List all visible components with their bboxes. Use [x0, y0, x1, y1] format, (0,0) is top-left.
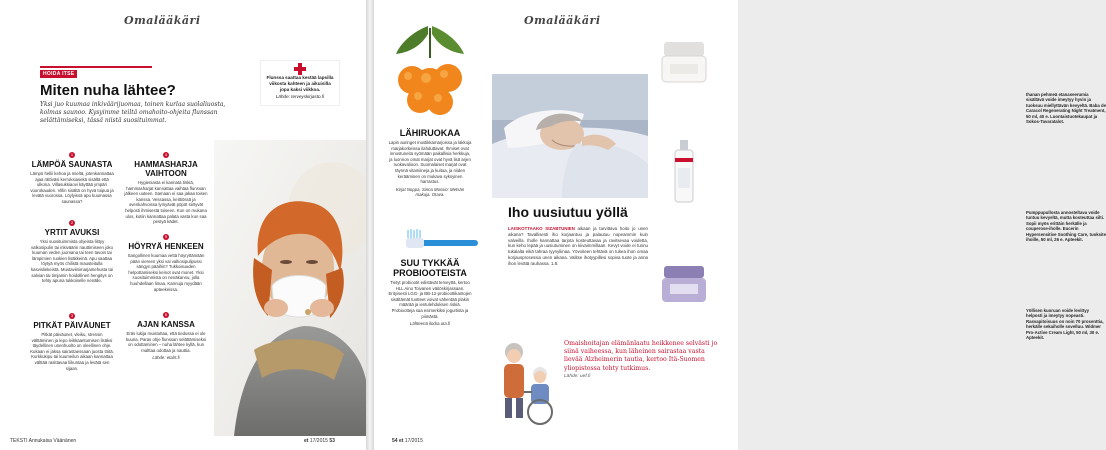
pull-quote — [564, 340, 724, 381]
tip-number: 1 — [70, 152, 74, 157]
info-box-text: Flunssa saattaa kestää lapsilla viikosta kahteen ja aikuisilla jopa kaksi viikkoa. — [266, 75, 334, 92]
page-headline: Miten nuha lähtee? — [40, 82, 176, 99]
info-box-source: Lähde: terveyskirjasto.fi — [275, 94, 325, 100]
tip-text: Hygieniasta ei kannata tinkiä, hammasharjat kannattaa vaihtaa flunssan jälkeen uuteen. Samaan ei saa jakaa toisen kanssa. Vessassa, keittiössä ja ovenkahvoissa lymyävät pöpöt siirtyvät helposti ihmisestä toiseen. Kun on mukana ulos, kotiin kannattaa palata vasta kun saa pestyä kädet. — [124, 180, 208, 225]
tip-text: Lämpö hellii kehoa ja mieltä, jotenkannattaa ajaa rättiväsi kerroksiasekä sisältä että ulkona. Villasukkiaovi käyttää ympäri vuorokauden. Villin sisältä on hyvä toipua ja levätä vuorossa. Löylyissä apu kuumassa saunassa? — [30, 171, 114, 204]
tip-number: 4 — [164, 152, 168, 157]
folio-right — [304, 438, 335, 444]
toothbrush-photo — [404, 226, 480, 254]
tip-title: PITKÄT PÄIVÄUNET — [33, 321, 111, 330]
tip-title: LÄMPÖÄ SAUNASTA — [31, 160, 113, 169]
spine-gutter — [366, 0, 374, 450]
folio-left — [392, 438, 423, 444]
tip-text: Yksi suosituimmista ohjeista liittyy valkosipulin tai inkiväärin nauttimiseen joko kuuman veden juomana tai teen tavoin tai lämpimien ruokien lisäkkeinä. Apu saattaa löytyä myös chilistä mausteitulla kasvisliekeistä. Mustaviinimarjamehusta tai salvian tai timjamin hoidollinen hengitys on tehty apuna tukkoiselle nenälle. — [31, 239, 113, 284]
cream-jar-image — [658, 262, 710, 306]
red-cross-icon — [294, 63, 306, 75]
section-title: Omalääkäri — [524, 14, 601, 27]
right-page — [374, 0, 1106, 450]
info-box — [260, 60, 340, 106]
lahiruokaa-source: Kirjat Noppa, Sinna Mossio: Metsän makuja. Otava. — [395, 186, 465, 198]
lahiruokaa-text: Lapin auringet mustikkamarjoissa ja lakkoja marjakorkeissa ilahduttavat. Ihmiset ovat innostuneita syömään paikallisia herkkuja, ja luonnon omat marjat ovat hyvä lisä arjen ruokavalioon. Suomalaiset marjat ovat täynnä vitamiineja ja kuitua, ja niiden kerääminen on mukava syksyinen harrastus. — [388, 140, 472, 185]
tip-number: 6 — [164, 312, 168, 317]
section-title: Omalääkäri — [124, 14, 201, 27]
left-page — [0, 0, 366, 450]
lahiruokaa-box — [388, 128, 472, 198]
tip-number: 3 — [70, 313, 74, 318]
folio-issue: 17/2015 — [404, 438, 423, 444]
product-desc-1: Ihanan pehmeä etanaseerumia sisältävä voide imeytyy hyvin ja tuoksuu miellyttävän kevyeltä. Baba de Caracol Regenerating Night Treatment, 50 ml, 40 e. Luontaistuotekaupat ja Sokos-Tavaratalot. — [1026, 92, 1106, 125]
quote-source: Lähde: uef.fi — [564, 373, 591, 379]
tip-number: 2 — [70, 220, 74, 225]
sleep-lead: LAISKOTTAAKO SIZABTUNIEN — [508, 226, 575, 231]
kicker-badge: HOIDA ITSE — [40, 70, 77, 78]
tip-2 — [30, 220, 114, 284]
tube-product-image — [670, 140, 698, 204]
folio-magazine: et — [304, 438, 309, 444]
tip-source: Lähde: etalrt.fi — [152, 355, 180, 361]
probiootti-text: Tietyt probiootit edistävät terveyttä, kertoo HLL Aino Toivanen väitöskirjassaan. Erityisesti LGG- ja BB-12-probioottikantojen sisältämät tuotteet voivat vähentää plakin määrää ja ientulehduksen riskiä. Probiootteja saa esimerkiksi jogurtista ja piimästä. — [388, 280, 472, 319]
sleep-body — [508, 226, 648, 267]
elderly-couple-illustration — [494, 336, 560, 426]
tip-text: Pitkät päiväunet, vleiku, stressin välttäminen ja lepo leikkaantumisen lisäksi täydellinen unenhuolto on oleellinen ohje. Kukaan ei jaksa sairastaessaan juosta töitä. Kurkkukipu tai kuumeilun aikaan kannattaa välttää rasittavaa liikuntaa ja levätä sen sijaan. — [30, 332, 114, 371]
sleep-text: aikaan ja tarvittava hoito jo unen aikana? Tavallisesti iho korjaantuu ja palautuu nopeammin kuin valveilla. Iholle kannattaa tarjota kosteuttavaa ja ravitsevaa voidetta, kun keho lepää ja uusiutuminen on kiivaimmillaan. Kevyt voide ei tunnu tukalalta eikä tahraa tyynyliinaa. Yövoiteen tehtävä on tukea ihon omaa korjausprosessia unen aikana. Valitse ihotyypillesi sopiva tuote ja anna ihon levätä rauhassa. — [508, 226, 648, 266]
tip-text: Sangollinen kuumaa vettä höyryttämään pään viereen yksi vai valkosipulipussi sängyn pääihin? Tukkoisuuden helpottamiseksi keinot ovat monet. Yksi suosituimmista on nenäkannu, jolla huuhdellaan limaa. Kannuja myydään apteekeissa. — [127, 253, 205, 292]
headline-rule — [40, 66, 152, 68]
sleep-headline: Iho uusiutuu yöllä — [508, 204, 628, 220]
probiootti-box — [388, 258, 472, 327]
lead-paragraph: Yksi juo kuumaa inkiväärijuomaa, toinen kurlaa suolaliuosta, kolmas saunoo. Kysyimme teiltä omahoito-ohjeita flunssan selättämiseksi, tässä niistä suosituimmat. — [40, 101, 226, 124]
jar-product-image — [658, 36, 710, 88]
cloudberry-photo — [382, 24, 478, 124]
tip-title: AJAN KANSSA — [137, 320, 195, 329]
tip-number: 5 — [164, 234, 168, 239]
woman-sneezing-photo — [214, 140, 366, 436]
tip-5 — [124, 234, 208, 292]
sleep-date: 1.8. — [550, 260, 559, 266]
sleeping-woman-photo — [492, 74, 648, 198]
tip-title: HÖYRYÄ HENKEEN — [128, 242, 204, 251]
tip-title: HAMMASHARJA VAIHTOON — [134, 160, 198, 178]
folio-page-number: 54 — [392, 438, 398, 444]
tip-title: YRTIT AVUKSI — [44, 228, 100, 237]
folio-credit: TEKSTI Annukaisa Väänänen — [10, 438, 77, 444]
product-desc-2: Pumppupullosta annosteltava voide tuntuu kevyeltä, mutta kosteuttaa silti. Sopii myös erittäin herkälle ja couperose-iholle. Eucerin Hypersensitive Soothing Care, tuoksite ihoille, 50 ml, 26 e. Apteekit. — [1026, 210, 1106, 243]
quote-text: Omaishoitajan elämänlaatu heikkenee selvästi jo siinä vaiheessa, kun läheinen sairastaa vasta lievää Alzheimerin tautia, kertoo Itä-Suomen yliopistossa tehty tutkimus. — [564, 340, 718, 372]
tip-3 — [30, 313, 114, 371]
folio-magazine: et — [398, 438, 404, 444]
lahiruokaa-title: LÄHIRUOKAA — [399, 128, 461, 138]
folio-page-number: 53 — [329, 438, 335, 444]
probiootti-title: SUU TYKKÄÄ PROBIOOTEISTA — [393, 258, 467, 278]
tip-text: Eräs lukija muistuttaa, että tiedussa ei ole kuuria. Paras ohje flunssan selättämiseksi on odottaminen – nuha lähtee kyllä, kun malttaa odottaa ja nauttia. — [125, 331, 206, 353]
tip-6 — [124, 312, 208, 361]
product-desc-3: Yöllisen kuoruan voide levittyy helposti ja imeytyy nopeasti. Rasvapitoisuus on noin 70 prosenttia, herkälle sekaiholle sovelluu. Widmer Pro-Active Cream Light, 50 ml, 30 e. Apteekit. — [1026, 308, 1104, 341]
tip-4 — [124, 152, 208, 225]
folio-issue: 17/2015 — [309, 438, 328, 444]
probiootti-source: Lähteenä ilodra.uta.fi — [409, 321, 451, 327]
tip-1 — [30, 152, 114, 205]
